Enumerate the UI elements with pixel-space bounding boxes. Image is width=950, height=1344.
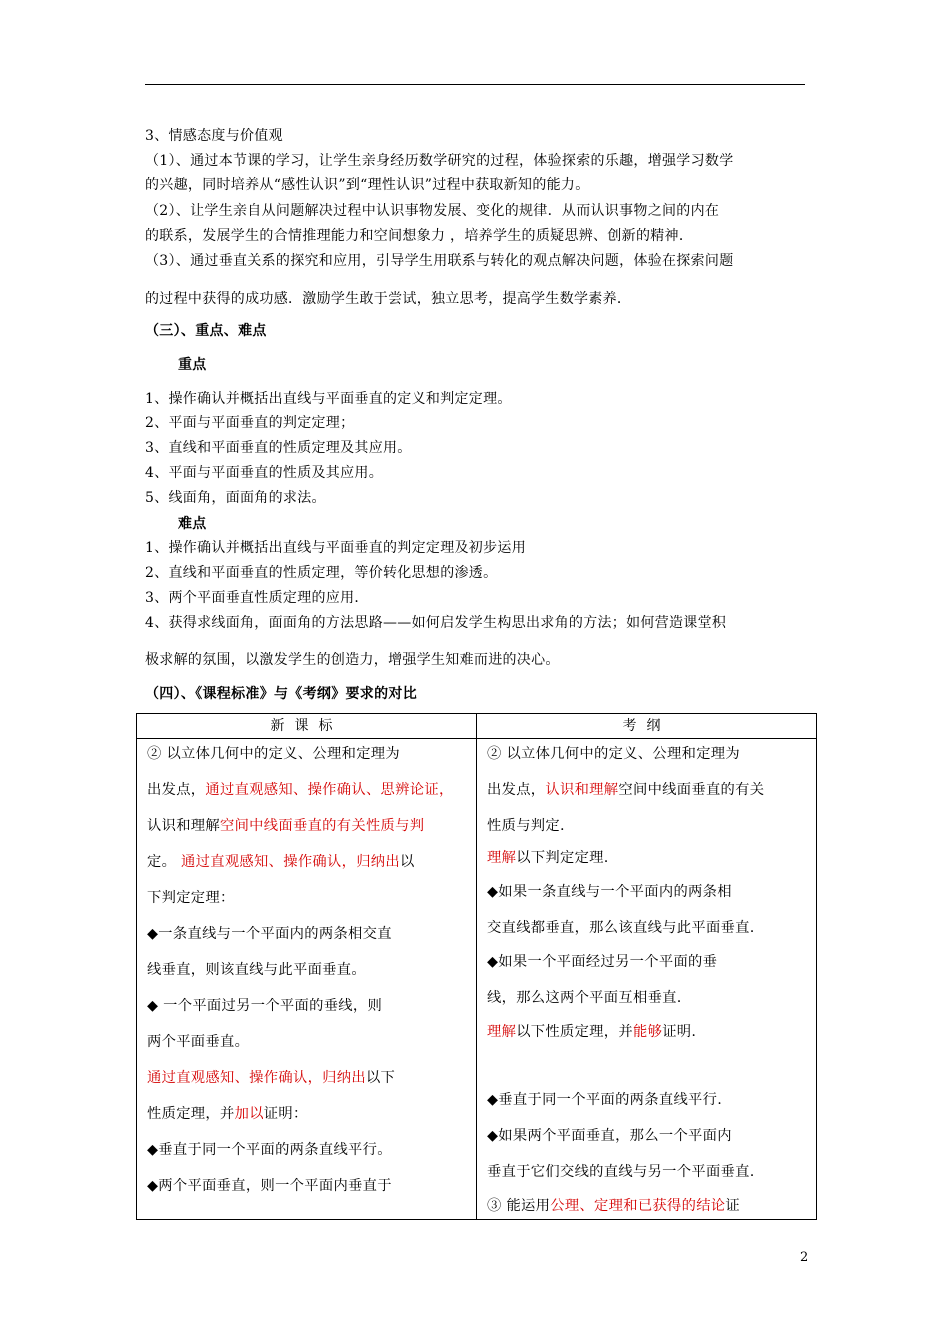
cell-text: 空间中线面垂直的有关 [618,782,765,798]
highlighted-text: 公理、定理和已获得的结论 [550,1198,726,1214]
cell-text: 线垂直，则该直线与此平面垂直。 [147,962,366,978]
cell-text: ③ 能运用 [487,1198,551,1214]
text-line: 的兴趣，同时培养从“感性认识”到“理性认识”过程中获取新知的能力。 [145,177,590,193]
page-number: 2 [800,1250,809,1265]
cell-text: 下判定定理： [147,890,235,906]
cell-line [487,1163,808,1181]
cell-line [147,1069,468,1087]
cell-text: 证明. [662,1024,697,1040]
cell-text: 交直线都垂直，那么该直线与此平面垂直. [487,920,755,936]
cell-text: ◆一条直线与一个平面内的两条相交直 [147,926,392,942]
cell-line [487,1091,808,1109]
cell-line [147,961,468,979]
cell-line [487,781,808,799]
text-line: 1、操作确认并概括出直线与平面垂直的定义和判定定理。 [145,391,512,407]
cell-text: ◆ 一个平面过另一个平面的垂线，则 [147,998,383,1014]
cell-text: 认识和理解 [147,818,220,834]
cell-line [147,925,468,943]
cell-text: 两个平面垂直。 [147,1034,250,1050]
highlighted-text: 加以 [234,1106,264,1122]
cell-line [147,1033,468,1051]
header-rule [145,84,805,85]
cell-text: 以 [400,854,415,870]
cell-line [487,1127,808,1145]
cell-new-standard [137,739,477,1220]
cell-text: ② 以立体几何中的定义、公理和定理为 [487,746,740,762]
cell-line [147,1177,468,1195]
cell-text: ◆如果一条直线与一个平面内的两条相 [487,884,732,900]
cell-text: ◆垂直于同一个平面的两条直线平行。 [147,1142,392,1158]
cell-exam-outline [477,739,817,1220]
cell-line [487,919,808,937]
cell-line [487,989,808,1007]
cell-text: 以下性质定理，并 [516,1024,633,1040]
cell-line [487,817,808,835]
header-new-standard: 新课标 [137,714,477,739]
highlighted-text: 空间中线面垂直的有关性质与判 [219,818,425,834]
highlighted-text: 理解 [487,1024,517,1040]
text-line: 4、平面与平面垂直的性质及其应用。 [145,465,384,481]
text-line: 3、直线和平面垂直的性质定理及其应用。 [145,440,412,456]
subheading-difficult-points: 难点 [178,516,207,532]
subheading-key-points: 重点 [178,357,207,373]
cell-text: 出发点， [487,782,546,798]
text-line: （2）、让学生亲自从问题解决过程中认识事物发展、变化的规律．从而认识事物之间的内在 [145,203,720,219]
cell-text: ◆两个平面垂直，则一个平面内垂直于 [147,1178,392,1194]
cell-line [147,1141,468,1159]
cell-line [487,745,808,763]
cell-line [147,781,468,799]
highlighted-text: 理解 [487,850,517,866]
table-header-row [137,714,817,739]
text-line: 1、操作确认并概括出直线与平面垂直的判定定理及初步运用 [145,540,527,556]
cell-text: 性质定理，并 [147,1106,235,1122]
cell-text: 定。 [147,854,182,870]
cell-line [487,883,808,901]
cell-line [487,849,808,867]
highlighted-text: 通过直观感知、操作确认、思辨论证， [205,782,454,798]
section-heading: （四）、《课程标准》与《考纲》要求的对比 [145,686,417,702]
cell-text: 以下判定定理. [516,850,609,866]
cell-text: 垂直于它们交线的直线与另一个平面垂直. [487,1164,755,1180]
cell-line [487,1023,808,1041]
cell-line [147,817,468,835]
text-line: （3）、通过垂直关系的探究和应用，引导学生用联系与转化的观点解决问题，体验在探索问题 [145,253,734,269]
text-line: （1）、通过本节课的学习，让学生亲身经历数学研究的过程，体验探索的乐趣，增强学习数学 [145,153,734,169]
cell-line [147,889,468,907]
text-line: 的联系，发展学生的合情推理能力和空间想象力 ，培养学生的质疑思辨、创新的精神． [145,228,694,244]
text-line: 4、获得求线面角，面面角的方法思路——如何启发学生构思出求角的方法；如何营造课堂积 [145,615,727,631]
highlighted-text: 认识和理解 [545,782,619,798]
header-exam-outline: 考纲 [477,714,817,739]
section-heading: （三）、重点、难点 [145,323,267,339]
text-line: 的过程中获得的成功感．激励学生敢于尝试，独立思考，提高学生数学素养． [145,291,632,307]
text-line: 5、线面角，面面角的求法。 [145,490,326,506]
cell-text: ② 以立体几何中的定义、公理和定理为 [147,746,400,762]
text-line: 2、平面与平面垂直的判定定理； [145,415,355,431]
cell-text: 性质与判定. [487,818,565,834]
highlighted-text: 通过直观感知、操作确认，归纳出 [181,854,400,870]
cell-line [147,997,468,1015]
highlighted-text: 能够 [632,1024,663,1040]
cell-text: 证 [725,1198,741,1214]
table-row [137,739,817,1220]
text-line: 2、直线和平面垂直的性质定理，等价转化思想的渗透。 [145,565,498,581]
cell-text: 线，那么这两个平面互相垂直. [487,990,682,1006]
text-line: 3、两个平面垂直性质定理的应用． [145,590,369,606]
cell-text: ◆如果两个平面垂直，那么一个平面内 [487,1128,732,1144]
highlighted-text: 通过直观感知、操作确认，归纳出 [147,1070,366,1086]
cell-line [147,853,468,871]
cell-line [147,745,468,763]
cell-text: 证明： [263,1106,308,1122]
comparison-table [136,713,817,1220]
text-line: 3、情感态度与价值观 [145,128,283,144]
cell-text: ◆如果一个平面经过另一个平面的垂 [487,954,718,970]
cell-text: ◆垂直于同一个平面的两条直线平行. [487,1092,723,1108]
cell-text: 出发点， [147,782,206,798]
cell-line [147,1105,468,1123]
cell-text: 以下 [365,1070,396,1086]
cell-line [487,1197,808,1215]
cell-line [487,953,808,971]
text-line: 极求解的氛围，以激发学生的创造力，增强学生知难而进的决心。 [145,652,560,668]
